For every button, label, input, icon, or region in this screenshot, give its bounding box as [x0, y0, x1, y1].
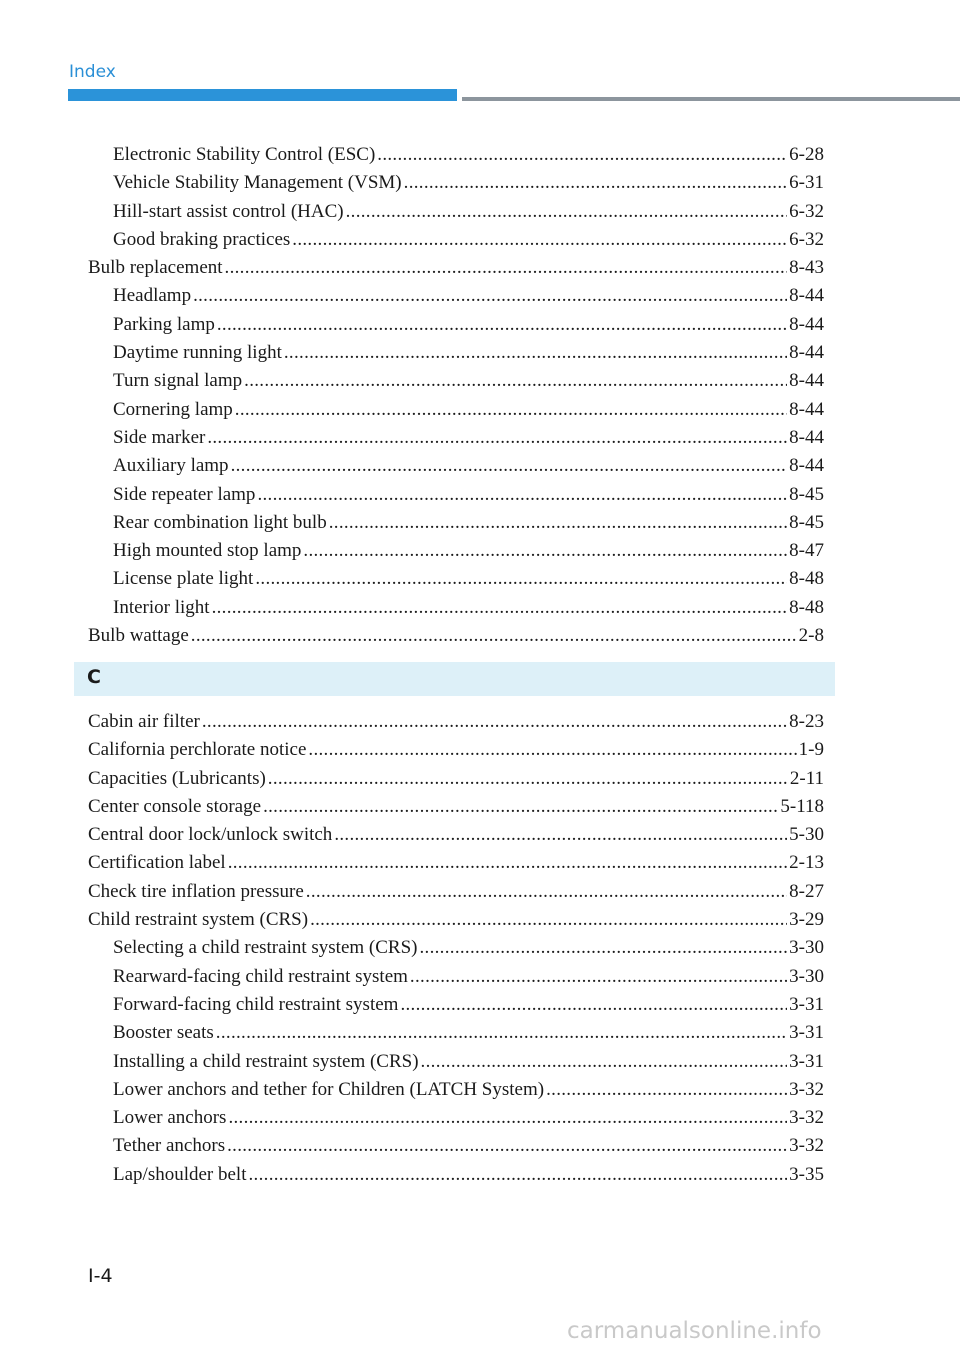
dot-leader: [212, 594, 788, 622]
dot-leader: [257, 481, 787, 509]
section-heading-c: [74, 662, 835, 696]
entry-page: 8-44: [789, 455, 824, 477]
entry-label: Parking lamp: [113, 313, 215, 335]
entry-label: California perchlorate notice: [88, 739, 307, 761]
section-letter: C: [87, 666, 101, 688]
index-entry: [88, 509, 824, 537]
index-entry: [88, 736, 824, 764]
entry-page: 3-31: [789, 1050, 824, 1072]
index-entry: [88, 821, 824, 849]
entry-label: Lower anchors and tether for Children (LATCH System): [113, 1078, 545, 1100]
index-entry: [88, 906, 824, 934]
entry-label: Side marker: [113, 426, 206, 448]
entry-label: Booster seats: [113, 1022, 214, 1044]
dot-leader: [546, 1076, 787, 1104]
index-entry: [88, 141, 824, 169]
entry-label: Central door lock/unlock switch: [88, 824, 333, 846]
header-accent-bar: [68, 89, 457, 101]
index-entry: [88, 311, 824, 339]
entry-page: 3-30: [789, 937, 824, 959]
entry-label: Lap/shoulder belt: [113, 1163, 247, 1185]
dot-leader: [308, 736, 796, 764]
index-entry: [88, 1132, 824, 1160]
entry-page: 8-43: [789, 257, 824, 279]
entry-label: Rear combination light bulb: [113, 511, 327, 533]
index-entry: [88, 396, 824, 424]
dot-leader: [268, 765, 788, 793]
entry-label: Auxiliary lamp: [113, 455, 229, 477]
index-entry: [88, 424, 824, 452]
dot-leader: [228, 1104, 787, 1132]
dot-leader: [400, 991, 787, 1019]
entry-page: 3-32: [789, 1078, 824, 1100]
dot-leader: [207, 424, 787, 452]
entry-page: 8-44: [789, 313, 824, 335]
entry-label: Lower anchors: [113, 1107, 227, 1129]
index-entry: [88, 1048, 824, 1076]
entry-label: Cornering lamp: [113, 398, 233, 420]
entry-page: 2-8: [798, 625, 824, 647]
dot-leader: [292, 226, 787, 254]
dot-leader: [216, 1019, 787, 1047]
dot-leader: [404, 169, 788, 197]
entry-page: 3-35: [789, 1163, 824, 1185]
entry-page: 5-30: [789, 824, 824, 846]
dot-leader: [346, 198, 788, 226]
index-entry: [88, 282, 824, 310]
entry-label: Certification label: [88, 852, 226, 874]
entry-page: 3-29: [789, 909, 824, 931]
entry-page: 8-44: [789, 426, 824, 448]
dot-leader: [244, 367, 787, 395]
entry-label: Daytime running light: [113, 342, 282, 364]
entry-page: 8-45: [789, 511, 824, 533]
index-entry: [88, 1076, 824, 1104]
dot-leader: [231, 452, 788, 480]
index-entry: [88, 793, 824, 821]
dot-leader: [191, 622, 797, 650]
page-header-title: Index: [69, 62, 116, 82]
index-entry: [88, 254, 824, 282]
index-entry: [88, 169, 824, 197]
dot-leader: [228, 849, 787, 877]
dot-leader: [255, 565, 787, 593]
entry-label: Rearward-facing child restraint system: [113, 965, 408, 987]
dot-leader: [263, 793, 778, 821]
entry-page: 8-44: [789, 342, 824, 364]
page-number: I-4: [88, 1265, 113, 1287]
entry-label: License plate light: [113, 568, 254, 590]
dot-leader: [202, 708, 787, 736]
index-entry: [88, 565, 824, 593]
index-entry: [88, 1019, 824, 1047]
entry-page: 8-48: [789, 568, 824, 590]
entry-label: Side repeater lamp: [113, 483, 256, 505]
entry-label: High mounted stop lamp: [113, 540, 302, 562]
dot-leader: [249, 1161, 788, 1189]
index-entry: [88, 1104, 824, 1132]
entry-page: 2-11: [789, 767, 824, 789]
entry-label: Cabin air filter: [88, 711, 200, 732]
dot-leader: [419, 934, 787, 962]
dot-leader: [377, 141, 787, 169]
index-entry: [88, 1161, 824, 1189]
entry-label: Turn signal lamp: [113, 370, 243, 392]
index-entry: [88, 934, 824, 962]
index-entry: [88, 198, 824, 226]
entry-label: Tether anchors: [113, 1135, 226, 1157]
entry-label: Selecting a child restraint system (CRS): [113, 937, 418, 959]
dot-leader: [217, 311, 787, 339]
dot-leader: [284, 339, 787, 367]
dot-leader: [329, 509, 787, 537]
index-entry: [88, 878, 824, 906]
entry-label: Good braking practices: [113, 228, 291, 250]
entry-page: 3-30: [789, 965, 824, 987]
header-rule: [462, 97, 960, 101]
entry-label: Child restraint system (CRS): [88, 909, 309, 931]
entry-page: 8-47: [789, 540, 824, 562]
index-list-b: [88, 141, 824, 650]
watermark: carmanualsonline.info: [567, 1318, 822, 1344]
index-entry: [88, 452, 824, 480]
index-entry: [88, 765, 824, 793]
entry-label: Check tire inflation pressure: [88, 880, 304, 902]
dot-leader: [227, 1132, 787, 1160]
entry-page: 2-13: [789, 852, 824, 874]
index-entry: [88, 594, 824, 622]
entry-page: 1-9: [798, 739, 824, 761]
entry-page: 8-44: [789, 285, 824, 307]
index-entry: [88, 708, 824, 736]
entry-label: Electronic Stability Control (ESC): [113, 144, 376, 165]
entry-page: 6-31: [789, 172, 824, 194]
entry-label: Bulb wattage: [88, 625, 189, 647]
entry-page: 6-32: [789, 228, 824, 250]
dot-leader: [421, 1048, 788, 1076]
dot-leader: [235, 396, 787, 424]
entry-label: Bulb replacement: [88, 257, 223, 279]
index-entry: [88, 481, 824, 509]
index-entry: [88, 991, 824, 1019]
dot-leader: [410, 963, 787, 991]
entry-page: 8-48: [789, 596, 824, 618]
entry-page: 8-27: [789, 880, 824, 902]
entry-label: Capacities (Lubricants): [88, 767, 266, 789]
entry-label: Forward-facing child restraint system: [113, 993, 399, 1015]
entry-page: 3-31: [789, 993, 824, 1015]
index-entry: [88, 622, 824, 650]
dot-leader: [310, 906, 787, 934]
entry-page: 6-32: [789, 200, 824, 222]
entry-page: 8-45: [789, 483, 824, 505]
entry-page: 8-23: [789, 711, 824, 732]
entry-label: Vehicle Stability Management (VSM): [113, 172, 402, 194]
entry-label: Center console storage: [88, 795, 262, 817]
entry-page: 3-31: [789, 1022, 824, 1044]
entry-label: Installing a child restraint system (CRS): [113, 1050, 419, 1072]
dot-leader: [334, 821, 787, 849]
entry-page: 5-118: [780, 795, 824, 817]
entry-label: Hill-start assist control (HAC): [113, 200, 344, 222]
dot-leader: [303, 537, 787, 565]
entry-page: 8-44: [789, 398, 824, 420]
index-list-c: [88, 708, 824, 1189]
entry-page: 3-32: [789, 1107, 824, 1129]
entry-page: 8-44: [789, 370, 824, 392]
dot-leader: [306, 878, 787, 906]
index-entry: [88, 226, 824, 254]
index-entry: [88, 963, 824, 991]
entry-label: Headlamp: [113, 285, 192, 307]
index-entry: [88, 537, 824, 565]
entry-page: 6-28: [789, 144, 824, 165]
entry-label: Interior light: [113, 596, 210, 618]
entry-page: 3-32: [789, 1135, 824, 1157]
index-entry: [88, 367, 824, 395]
index-entry: [88, 339, 824, 367]
dot-leader: [193, 282, 787, 310]
index-entry: [88, 849, 824, 877]
dot-leader: [225, 254, 788, 282]
